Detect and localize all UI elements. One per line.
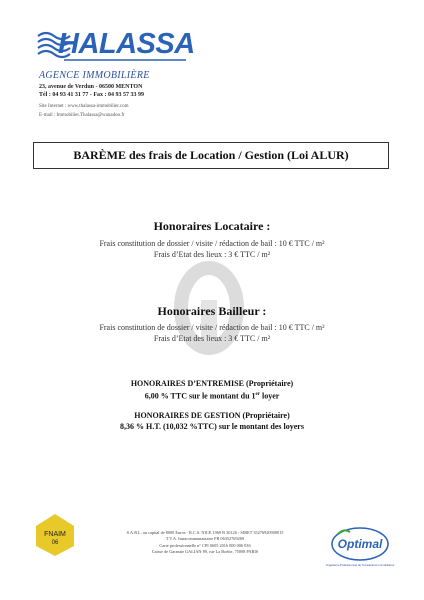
- agency-address: 23, avenue de Verdun - 06500 MENTON: [39, 84, 143, 90]
- locataire-section: [0, 219, 424, 234]
- document-title-box: [33, 142, 389, 169]
- document-title: BARÈME des frais de Location / Gestion (Loi ALUR): [73, 148, 349, 162]
- locataire-heading: Honoraires Locataire :: [153, 219, 271, 233]
- agency-phone-fax: Tél : 04 93 41 31 77 - Fax : 04 93 57 33 99: [39, 92, 144, 98]
- bailleur-heading: Honoraires Bailleur :: [157, 304, 267, 318]
- optimal-caption: Organisme Professionnel de Transactions Immobilières: [325, 563, 395, 567]
- agency-email: E-mail : Immobilier.Thalassa@wanadoo.fr: [39, 113, 125, 118]
- agency-website: Site Internet : www.thalassa-immobilier.com: [39, 104, 129, 109]
- bailleur-line-etat-lieux: Frais d’Etat des lieux : 3 € TTC / m²: [153, 334, 271, 343]
- legal-line: T.V.A. Intracommunautaire FR 06352769269: [165, 536, 245, 542]
- gestion-heading: HONORAIRES DE GESTION (Propriétaire): [134, 411, 290, 420]
- bailleur-details: [0, 322, 424, 344]
- fnaim-badge-label: FNAIM: [44, 531, 66, 538]
- legal-line: S.A.R.L. au capital de 8000 Euros - R.C.S. NICE 1969 B 30126 - SIRET 35276920900015: [126, 530, 284, 535]
- optimal-word: Optimal: [337, 537, 383, 551]
- bailleur-section: [0, 304, 424, 319]
- locataire-line-dossier: Frais constitution de dossier / visite / rédaction de bail : 10 € TTC / m²: [99, 239, 325, 248]
- fnaim-badge-number: 06: [51, 540, 59, 546]
- gestion-section: [0, 410, 424, 432]
- agency-type: AGENCE IMMOBILIÈRE: [39, 70, 150, 81]
- locataire-details: [0, 238, 424, 260]
- entremise-heading: HONORAIRES D’ENTREMISE (Propriétaire): [130, 379, 294, 388]
- optimal-logo-icon: [325, 526, 395, 570]
- fnaim-badge-icon: [34, 512, 76, 558]
- brand-name: HALASSA: [58, 28, 195, 60]
- legal-line: Carte professionnelle n° CPI 0605 2016 000 006 036: [159, 542, 251, 548]
- gestion-detail: 8,36 % H.T. (10,032 %TTC) sur le montant des loyers: [120, 422, 304, 431]
- legal-line: Caisse de Garantie GALIAN 89, rue La Boétie, 75008 PARIS: [151, 549, 259, 555]
- entremise-section: [0, 378, 424, 402]
- locataire-line-etat-lieux: Frais d’Etat des lieux : 3 € TTC / m²: [153, 250, 271, 259]
- legal-mentions: [100, 530, 310, 556]
- bailleur-line-dossier: Frais constitution de dossier / visite / rédaction de bail : 10 € TTC / m²: [99, 323, 325, 332]
- entremise-detail: 6,00 % TTC sur le montant du 1er loyer: [144, 391, 280, 401]
